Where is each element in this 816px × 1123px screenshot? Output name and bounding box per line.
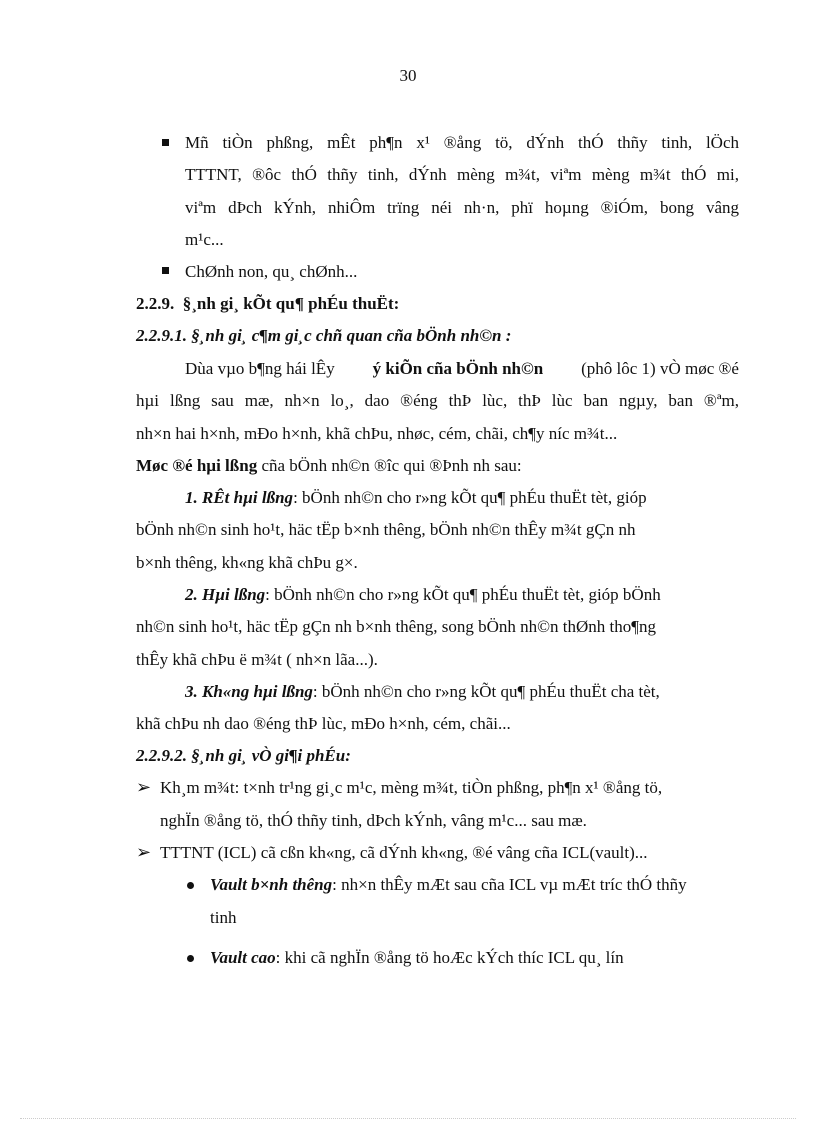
bullet-text-line: viªm dÞch kÝnh, nhiÔm trïng néi nh·n, phï hoµng ®iÓm, bong vâng	[185, 198, 739, 217]
level-line: khã chÞu nh dao ®éng thÞ lùc, mÐo h×nh, cém, chãi...	[136, 714, 511, 733]
level-label: 2. Hµi lßng	[185, 585, 266, 604]
subsection-title: §¸nh gi¸ vÒ gi¶i phÉu:	[191, 746, 351, 765]
subsection-heading	[136, 325, 511, 347]
paragraph-bold-text: Møc ®é hµi lßng	[136, 456, 258, 475]
paragraph-text: (phô lôc 1) vÒ møc ®é	[581, 359, 739, 378]
dot-item-label: Vault cao	[210, 948, 276, 967]
subsection-number: 2.2.9.1.	[136, 326, 187, 345]
paragraph-text: cña bÖnh nh©n ®îc qui ®Þnh nh sau:	[261, 456, 522, 475]
level-line	[185, 487, 739, 509]
subsection-number: 2.2.9.2.	[136, 746, 187, 765]
paragraph-line: hµi lßng sau mæ, nh×n lo¸, dao ®éng thÞ lùc, thÞ lùc ban ngµy, ban ®ªm,	[136, 391, 739, 410]
section-title: §¸nh gi¸ kÕt qu¶ phÉu thuËt:	[182, 294, 400, 313]
page-number: 30	[399, 66, 417, 85]
section-heading	[136, 293, 399, 315]
arrow-bullet-icon: ➢	[136, 777, 152, 798]
section-number: 2.2.9.	[136, 294, 175, 313]
dot-item-line: tinh	[210, 908, 237, 927]
page-bottom-divider	[20, 1118, 796, 1119]
paragraph-bold-text: ý kiÕn cña bÖnh nh©n	[372, 359, 544, 378]
level-line: thÊy khã chÞu ë m¾t ( nh×n lãa...).	[136, 650, 378, 669]
bullet-text-line: Mñ tiÒn phßng, mÊt ph¶n x¹ ®ång tö, dÝnh thÓ thñy tinh, lÖch	[185, 133, 739, 152]
dot-bullet-icon	[187, 955, 194, 962]
arrow-bullet-icon: ➢	[136, 842, 152, 863]
level-line	[185, 681, 739, 703]
dot-item-text: : nh×n thÊy mÆt sau cña ICL vµ mÆt tríc thÓ thñy	[332, 875, 687, 894]
level-line: b×nh thêng, kh«ng khã chÞu g×.	[136, 553, 358, 572]
level-line	[185, 584, 739, 606]
arrow-item-line: TTTNT (ICL) cã cßn kh«ng, cã dÝnh kh«ng, ®é vâng cña ICL(vault)...	[160, 843, 648, 862]
dot-item-line	[210, 874, 687, 896]
level-line: bÖnh nh©n sinh ho¹t, häc tËp b×nh thêng, bÖnh nh©n thÊy m¾t gÇn nh	[136, 520, 636, 539]
dot-item-text: : khi cã nghÏn ®ång tö hoÆc kÝch thíc ICL qu¸ lín	[275, 948, 624, 967]
bullet-text-line: TTTNT, ®ôc thÓ thñy tinh, dÝnh mèng m¾t, viªm mèng m¾t thÓ mi,	[185, 165, 739, 184]
paragraph-line	[185, 358, 739, 380]
paragraph-line	[136, 455, 522, 477]
dot-item-line	[210, 947, 624, 969]
dot-item-label: Vault b×nh thêng	[210, 875, 333, 894]
level-label: 1. RÊt hµi lßng	[185, 488, 294, 507]
level-text: : bÖnh nh©n cho r»ng kÕt qu¶ phÉu thuËt tèt, gióp bÖnh	[265, 585, 661, 604]
dot-bullet-icon	[187, 882, 194, 889]
bullet-text-line: ChØnh non, qu¸ chØnh...	[185, 262, 358, 281]
square-bullet-icon	[162, 267, 169, 274]
bullet-text-line: m¹c...	[185, 230, 224, 249]
square-bullet-icon	[162, 139, 169, 146]
paragraph-text: Dùa vµo b¶ng hái lÊy	[185, 359, 335, 378]
subsection-heading	[136, 745, 351, 767]
arrow-item-line: Kh¸m m¾t: t×nh tr¹ng gi¸c m¹c, mèng m¾t, tiÒn phßng, ph¶n x¹ ®ång tö,	[160, 778, 663, 797]
level-line: nh©n sinh ho¹t, häc tËp gÇn nh b×nh thêng, song bÖnh nh©n thØnh tho¶ng	[136, 617, 656, 636]
level-text: : bÖnh nh©n cho r»ng kÕt qu¶ phÉu thuËt cha tèt,	[312, 682, 660, 701]
arrow-item-line: nghÏn ®ång tö, thÓ thñy tinh, dÞch kÝnh, vâng m¹c... sau mæ.	[160, 811, 587, 830]
paragraph-line: nh×n hai h×nh, mÐo h×nh, khã chÞu, nhøc, cém, chãi, ch¶y níc m¾t...	[136, 424, 618, 443]
subsection-title: §¸nh gi¸ c¶m gi¸c chñ quan cña bÖnh nh©n :	[191, 326, 512, 345]
level-label: 3. Kh«ng hµi lßng	[185, 682, 313, 701]
level-text: : bÖnh nh©n cho r»ng kÕt qu¶ phÉu thuËt tèt, gióp	[293, 488, 647, 507]
